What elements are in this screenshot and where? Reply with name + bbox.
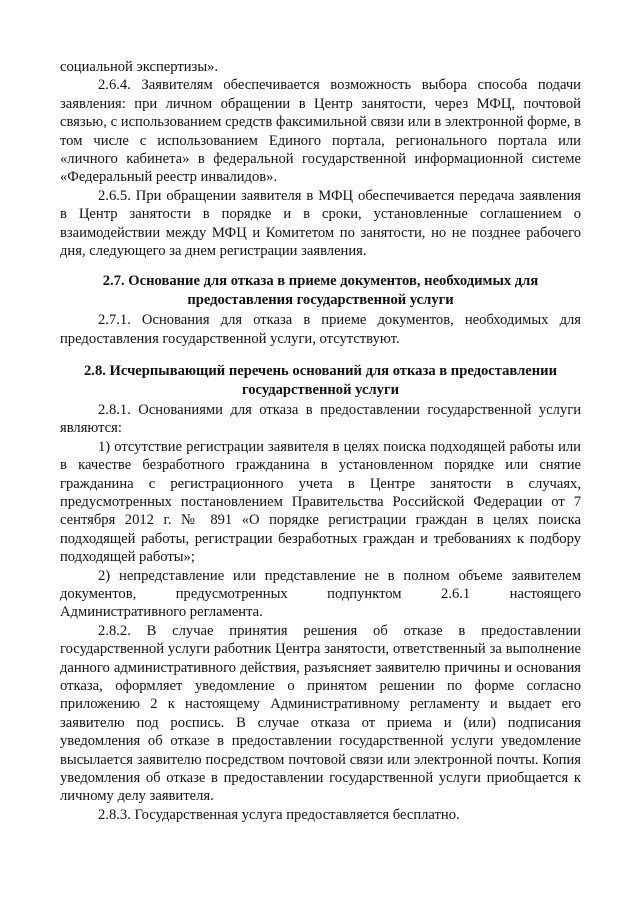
paragraph-continuation: социальной экспертизы». [60,59,219,75]
paragraph-2-7-1: 2.7.1. Основания для отказа в приеме документов, необходимых для предоставления государственной услуги, отсутствуют. [60,312,581,347]
section-heading-2-8: 2.8. Исчерпывающий перечень оснований для отказа в предоставлении государственной услуги [84,363,557,398]
paragraph-2-8-2: 2.8.2. В случае принятия решения об отказе в предоставлении государственной услуги работник Центра занятости, ответственный за выполнение данного административного действия, разъясняет заявителю причины и основания отказа, оформляет уведомление о принятом решении по форме согласно приложению 2 к настоящему Административному регламенту и выдает его заявителю под роспись. В случае отказа от приема и (или) подписания уведомления об отказе в предоставлении государственной услуги уведомление высылается заявителю посредством почтовой связи или электронной почты. Копия уведомления об отказе в предоставлении государственной услуги приобщается к личному делу заявителя. [60,622,581,805]
paragraph-2-6-5: 2.6.5. При обращении заявителя в МФЦ обеспечивается передача заявления в Центр занятости в порядке и в сроки, установленные соглашением о взаимодействии между МФЦ и Комитетом по занятости, но не позднее рабочего дня, следующего за днем регистрации заявления. [60,187,581,260]
list-item-1: 1) отсутствие регистрации заявителя в целях поиска подходящей работы или в качестве безработного гражданина в установленном порядке или снятие гражданина с регистрационного учета в Центре занятости в случаях, предусмотренных постановлением Правительства Российской Федерации от 7 сентября 2012 г. № 891 «О порядке регистрации граждан в целях поиска подходящей работы, регистрации безработных граждан и требованиях к подбору подходящей работы»; [60,438,581,566]
paragraph-2-8-1: 2.8.1. Основаниями для отказа в предоставлении государственной услуги являются: [60,401,581,437]
section-heading-2-7: 2.7. Основание для отказа в приеме документов, необходимых для предоставления государственной услуги [102,273,539,308]
document-page [60,58,581,824]
list-item-2: 2) непредставление или представление не в полном объеме заявителем документов, предусмотренных подпунктом 2.6.1 настоящего [60,567,581,602]
paragraph-2-6-4: 2.6.4. Заявителям обеспечивается возможность выбора способа подачи заявления: при личном обращении в Центр занятости, через МФЦ, почтовой связью, с использованием средств факсимильной связи или в электронной форме, в том числе с использованием Единого портала, регионального портала или «личного кабинета» в федеральной государственной информационной системе «Федеральный реестр инвалидов». [60,77,581,186]
paragraph-2-8-3: 2.8.3. Государственная услуга предоставляется бесплатно. [98,806,460,823]
list-item-2-end: Административного регламента. [60,604,263,621]
